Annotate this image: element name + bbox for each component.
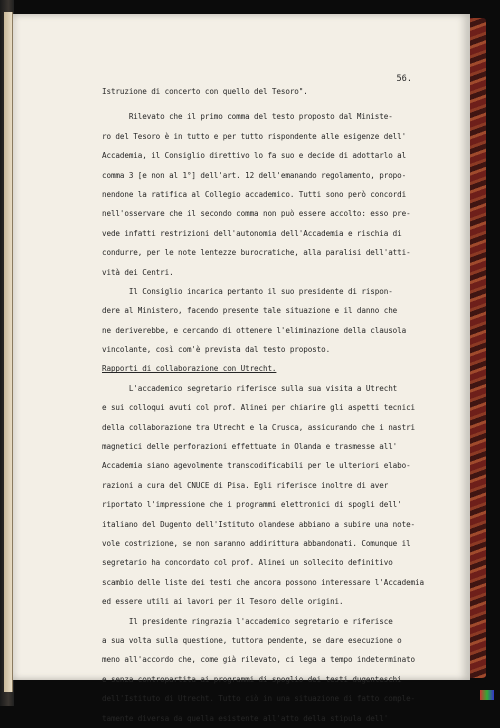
text-line: a sua volta sulla questione, tuttora pendente, se dare esecuzione o: [102, 635, 402, 645]
text-line: della collaborazione tra Utrecht e la Crusca, assicurando che i nastri: [102, 422, 416, 432]
text-line: nendone la ratifica al Collegio accademico. Tutti sono però concordi: [102, 189, 407, 199]
text-line: vincolante, così com'è prevista dal testo proposto.: [102, 345, 331, 355]
text-line: segretario ha concordato col prof. Alinei un sollecito definitivo: [102, 558, 393, 568]
text-line: e senza contropartita ai programmi di spoglio dei testi dugenteschi: [102, 674, 402, 684]
text-line: scambio delle liste dei testi che ancora possono interessare l'Accademia: [102, 577, 424, 587]
page-number: 56.: [396, 74, 412, 84]
text-line: nell'osservare che il secondo comma non può essere accolto: esso pre-: [102, 209, 411, 219]
text-line: L'accademico segretario riferisce sulla sua visita a Utrecht: [102, 383, 398, 393]
text-line: tamente diversa da quella esistente all'atto della stipula dell': [102, 713, 389, 723]
text-line: e sui colloqui avuti col prof. Alinei per chiarire gli aspetti tecnici: [102, 403, 416, 413]
text-line: vede infatti restrizioni dell'autonomia dell'Accademia e rischia di: [102, 228, 402, 238]
text-line: Rilevato che il primo comma del testo proposto dal Ministe-: [102, 112, 393, 122]
text-line: dell'Istituto di Utrecht. Tutto ciò in una situazione di fatto comple-: [102, 694, 416, 704]
page-leaf-edge: [4, 12, 13, 692]
text-line: Il Consiglio incarica pertanto il suo presidente di rispon-: [102, 286, 393, 296]
text-line: ed essere utili ai lavori per il Tesoro delle origini.: [102, 597, 344, 607]
body-text: [102, 82, 432, 728]
text-line: vità dei Centri.: [102, 267, 174, 277]
text-line: magnetici delle perforazioni effettuate in Olanda e trasmesse all': [102, 442, 398, 452]
text-line: razioni a cura del CNUCE di Pisa. Egli riferisce inoltre di aver: [102, 480, 389, 490]
text-line: Accademia siano agevolmente transcodificabili per le ulteriori elabo-: [102, 461, 411, 471]
text-line: italiano del Dugento dell'Istituto olandese abbiano a subire una note-: [102, 519, 416, 529]
text-line: vole costrizione, se non saranno addirittura abbandonati. Comunque il: [102, 538, 411, 548]
text-line: ro del Tesoro è in tutto e per tutto rispondente alle esigenze dell': [102, 131, 407, 141]
text-line: riportato l'impressione che i programmi elettronici di spogli dell': [102, 500, 402, 510]
text-line: condurre, per le note lentezze burocratiche, alla paralisi dell'atti-: [102, 248, 411, 258]
text-line: ne deriverebbe, e cercando di ottenere l'eliminazione della clausola: [102, 325, 407, 335]
text-line: comma 3 [e non al 1°] dell'art. 12 dell'emanando regolamento, propo-: [102, 170, 407, 180]
section-heading: Rapporti di collaborazione con Utrecht.: [102, 364, 277, 374]
text-line: Istruzione di concerto con quello del Tesoro".: [102, 87, 308, 96]
text-line: Il presidente ringrazia l'accademico segretario e riferisce: [102, 616, 393, 626]
text-line: dere al Ministero, facendo presente tale situazione e il danno che: [102, 306, 398, 316]
text-line: Accademia, il Consiglio direttivo lo fa suo e decide di adottarlo al: [102, 151, 407, 161]
text-line: meno all'accordo che, come già rilevato, ci lega a tempo indeterminato: [102, 655, 416, 665]
color-calibration-strip: [480, 690, 494, 700]
